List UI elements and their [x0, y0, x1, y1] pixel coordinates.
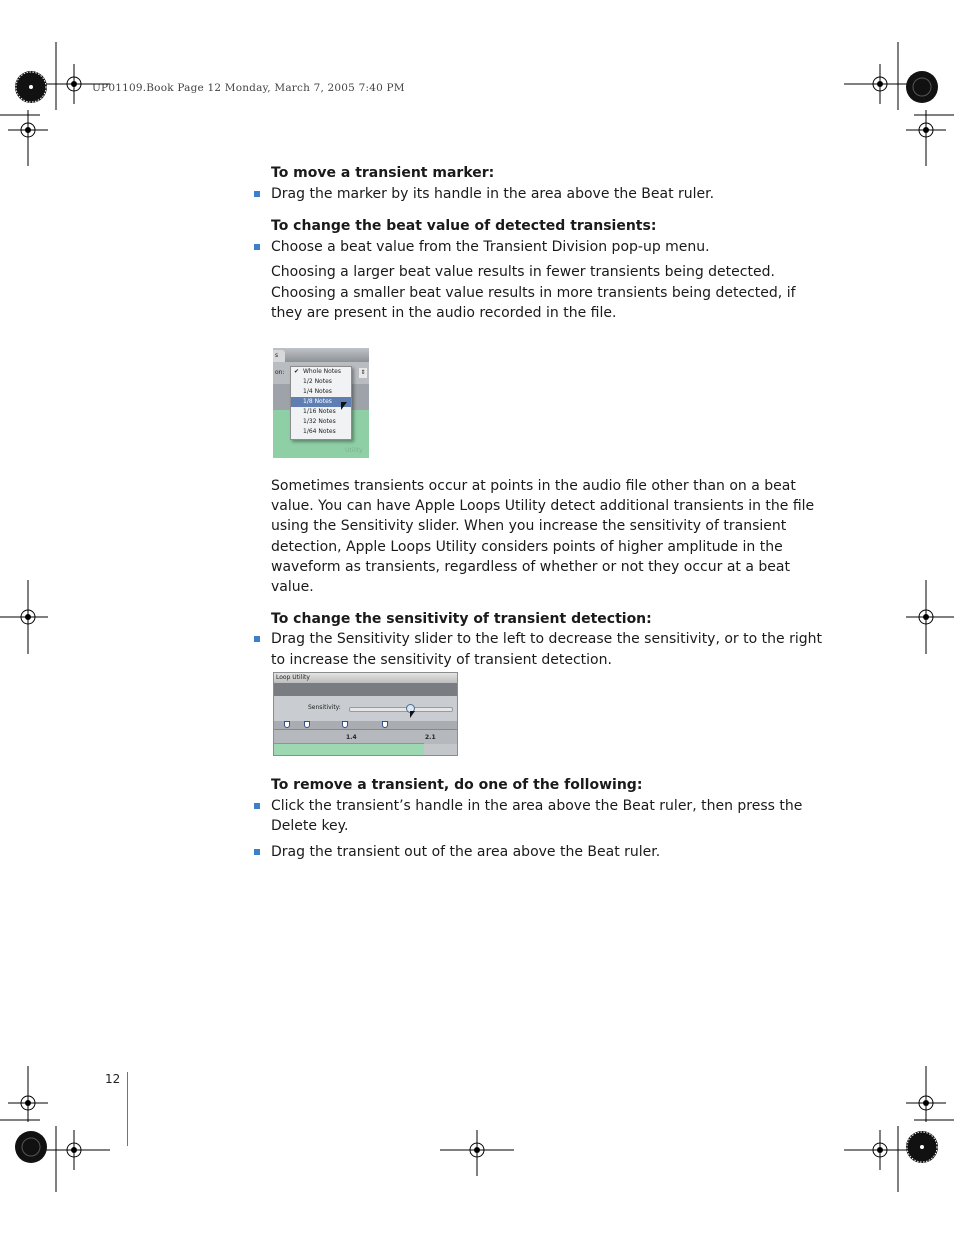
menu-item-half-notes: 1/2 Notes	[303, 378, 332, 385]
move-bullet: Drag the marker by its handle in the area above the Beat ruler.	[271, 184, 831, 205]
popup-stepper-icon: ⇕	[360, 369, 366, 376]
beat-paragraph: Choosing a larger beat value results in fewer transients being detected. Choosing a smaller beat value results in more transients being detected, if they are present in the audio recorded in the file.	[271, 264, 796, 321]
transient-handle	[342, 721, 348, 728]
sensitivity-label: Sensitivity:	[308, 704, 341, 711]
menu-item-sixteenth-notes: 1/16 Notes	[303, 408, 336, 415]
remove-bullet-1: Click the transient’s handle in the area above the Beat ruler, then press the Delete key.	[271, 796, 831, 837]
menu-item-eighth-notes: 1/8 Notes	[291, 397, 351, 407]
tab-bar	[273, 348, 369, 362]
menu-item-sixty-fourth-notes: 1/64 Notes	[303, 428, 336, 435]
sensitivity-section	[271, 476, 831, 670]
menu-item-quarter-notes: 1/4 Notes	[303, 388, 332, 395]
remove-heading: To remove a transient, do one of the following:	[271, 777, 643, 793]
division-label: on:	[275, 369, 285, 376]
waveform-area	[274, 743, 424, 756]
beat-heading: To change the beat value of detected transients:	[271, 218, 657, 234]
beat-bullet: Choose a beat value from the Transient Division pop-up menu.	[271, 237, 831, 258]
utility-watermark: Utility	[345, 447, 363, 454]
transient-division-screenshot	[273, 348, 369, 458]
sensitivity-slider-track	[349, 707, 453, 712]
folio-rule	[127, 1072, 128, 1146]
window-title: Loop Utility	[274, 673, 458, 683]
transient-handle	[304, 721, 310, 728]
page-number: 12	[105, 1072, 121, 1086]
beat-section	[271, 216, 831, 324]
sensitivity-heading: To change the sensitivity of transient detection:	[271, 611, 652, 628]
ruler-tick-label: 2.1	[425, 734, 436, 741]
remove-bullet-2: Drag the transient out of the area above the Beat ruler.	[271, 842, 831, 863]
menu-item-whole-notes: ✔ Whole Notes	[294, 368, 342, 375]
sensitivity-screenshot	[273, 672, 458, 756]
print-slug: UP01109.Book Page 12 Monday, March 7, 2005 7:40 PM	[92, 82, 405, 94]
move-section	[271, 163, 831, 204]
sometimes-paragraph: Sometimes transients occur at points in the audio file other than on a beat value. You can have Apple Loops Utility detect additional transients in the file using the Sensitivity slider. When you increase the sensitivity of transient detection, Apple Loops Utility considers points of higher amplitude in the waveform as transients, regardless of whether or not they occur at a beat value.	[271, 478, 815, 596]
tab: s	[273, 350, 285, 362]
remove-section	[271, 775, 831, 862]
transient-handle-area	[274, 721, 458, 729]
mouse-pointer-icon	[410, 711, 415, 718]
move-heading: To move a transient marker:	[271, 165, 495, 181]
checkmark-icon: ✔	[294, 368, 300, 375]
sensitivity-bullet: Drag the Sensitivity slider to the left to decrease the sensitivity, or to the right to increase the sensitivity of transient detection.	[271, 629, 831, 669]
transient-handle	[284, 721, 290, 728]
ruler-tick-label: 1.4	[346, 734, 357, 741]
title-band	[274, 683, 458, 696]
mouse-pointer-icon	[341, 402, 347, 410]
transient-handle	[382, 721, 388, 728]
menu-item-thirty-second-notes: 1/32 Notes	[303, 418, 336, 425]
